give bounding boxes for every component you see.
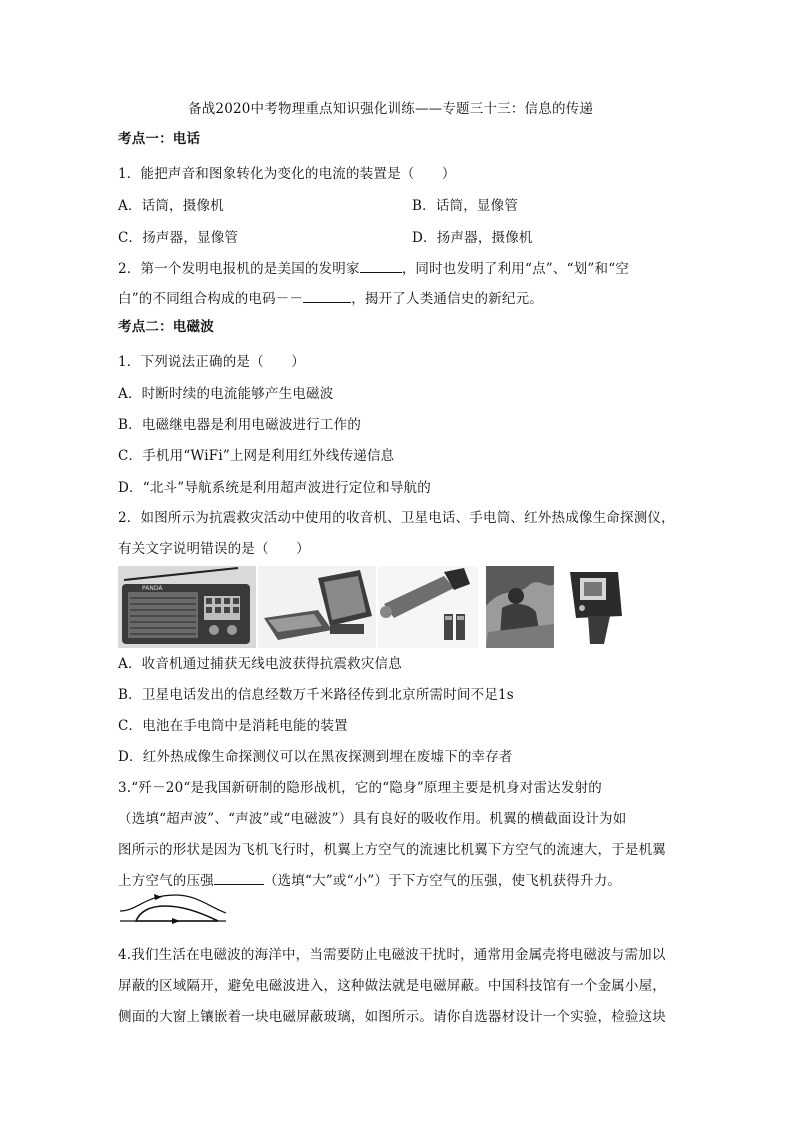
radio-image	[118, 566, 256, 648]
option-b: B．卫星电话发出的信息经数万千米路径传到北京所需时间不足1s	[118, 687, 514, 703]
wing-airflow-diagram	[118, 893, 230, 931]
thermal-detector-image	[558, 566, 644, 648]
section-heading-2: 考点二：电磁波	[118, 319, 214, 335]
question-line: （选填“超声波”、“声波”或“电磁波”）具有良好的吸收作用。机翼的横截面设计为如	[118, 811, 627, 827]
radio-brand-text: PANDA	[142, 585, 163, 592]
question-line	[118, 872, 621, 890]
answer-blank[interactable]	[214, 872, 264, 885]
option-d: D．红外热成像生命探测仪可以在黑夜探测到埋在废墟下的幸存者	[118, 749, 513, 765]
question-text: ，同时也发明了利用“点”、“划”和“空	[401, 261, 630, 277]
question-text: 上方空气的压强	[118, 873, 214, 889]
option-a: A．话筒，摄像机	[118, 198, 224, 214]
option-a: A．收音机通过捕获无线电波获得抗震救灾信息	[118, 656, 402, 672]
question-line: 3.“歼－20“是我国新研制的隐形战机，它的“隐身”原理主要是机身对雷达发射的	[118, 780, 602, 796]
question-text: 白”的不同组合构成的电码－－	[118, 291, 304, 307]
answer-blank[interactable]	[360, 260, 402, 273]
page-title: 备战2020中考物理重点知识强化训练——专题三十三：信息的传递	[188, 101, 594, 117]
option-a: A．时断时续的电流能够产生电磁波	[118, 386, 334, 402]
option-b: B．话筒，显像管	[412, 198, 519, 214]
option-b: B．电磁继电器是利用电磁波进行工作的	[118, 417, 362, 433]
question-text: （选填“大”或“小”）于下方空气的压强，使飞机获得升力。	[263, 873, 622, 889]
rescue-photo-image	[486, 566, 554, 648]
question-text: ，揭开了人类通信史的新纪元。	[351, 291, 544, 307]
equipment-figure	[118, 566, 644, 648]
question-text: 2．第一个发明电报机的是美国的发明家	[118, 261, 360, 277]
question-line: 屏蔽的区域隔开，避免电磁波进入，这种做法就是电磁屏蔽。中国科技馆有一个金属小屋，	[118, 978, 666, 994]
question-stem: 1．能把声音和图象转化为变化的电流的装置是（ ）	[118, 166, 456, 182]
question-line	[118, 260, 629, 278]
question-line: 图所示的形状是因为飞机飞行时，机翼上方空气的流速比机翼下方空气的流速大，于是机翼	[118, 842, 666, 858]
arrow-icon	[154, 894, 162, 900]
question-line: 侧面的大窗上镶嵌着一块电磁屏蔽玻璃，如图所示。请你自选器材设计一个实验，检验这块	[118, 1009, 666, 1025]
option-d: D．扬声器，摄像机	[412, 230, 533, 246]
flashlight-image	[378, 566, 478, 648]
option-c: C．电池在手电筒中是消耗电能的装置	[118, 718, 348, 734]
question-line: 2．如图所示为抗震救灾活动中使用的收音机、卫星电话、手电筒、红外热成像生命探测仪，	[118, 510, 675, 526]
upper-airflow-line	[120, 895, 226, 913]
arrow-icon	[172, 918, 180, 924]
question-line: 有关文字说明错误的是（ ）	[118, 541, 310, 557]
question-line: 4.我们生活在电磁波的海洋中，当需要防止电磁波干扰时，通常用金属壳将电磁波与需加以	[118, 947, 666, 963]
question-stem: 1．下列说法正确的是（ ）	[118, 354, 305, 370]
section-heading-1: 考点一：电话	[118, 131, 201, 147]
answer-blank[interactable]	[303, 290, 351, 303]
option-c: C．手机用“WiFi”上网是利用红外线传递信息	[118, 448, 395, 464]
question-line	[118, 290, 543, 308]
option-d: D．“北斗”导航系统是利用超声波进行定位和导航的	[118, 480, 431, 496]
option-c: C．扬声器，显像管	[118, 230, 239, 246]
satellite-phone-image	[258, 566, 376, 648]
wing-profile	[136, 906, 218, 921]
